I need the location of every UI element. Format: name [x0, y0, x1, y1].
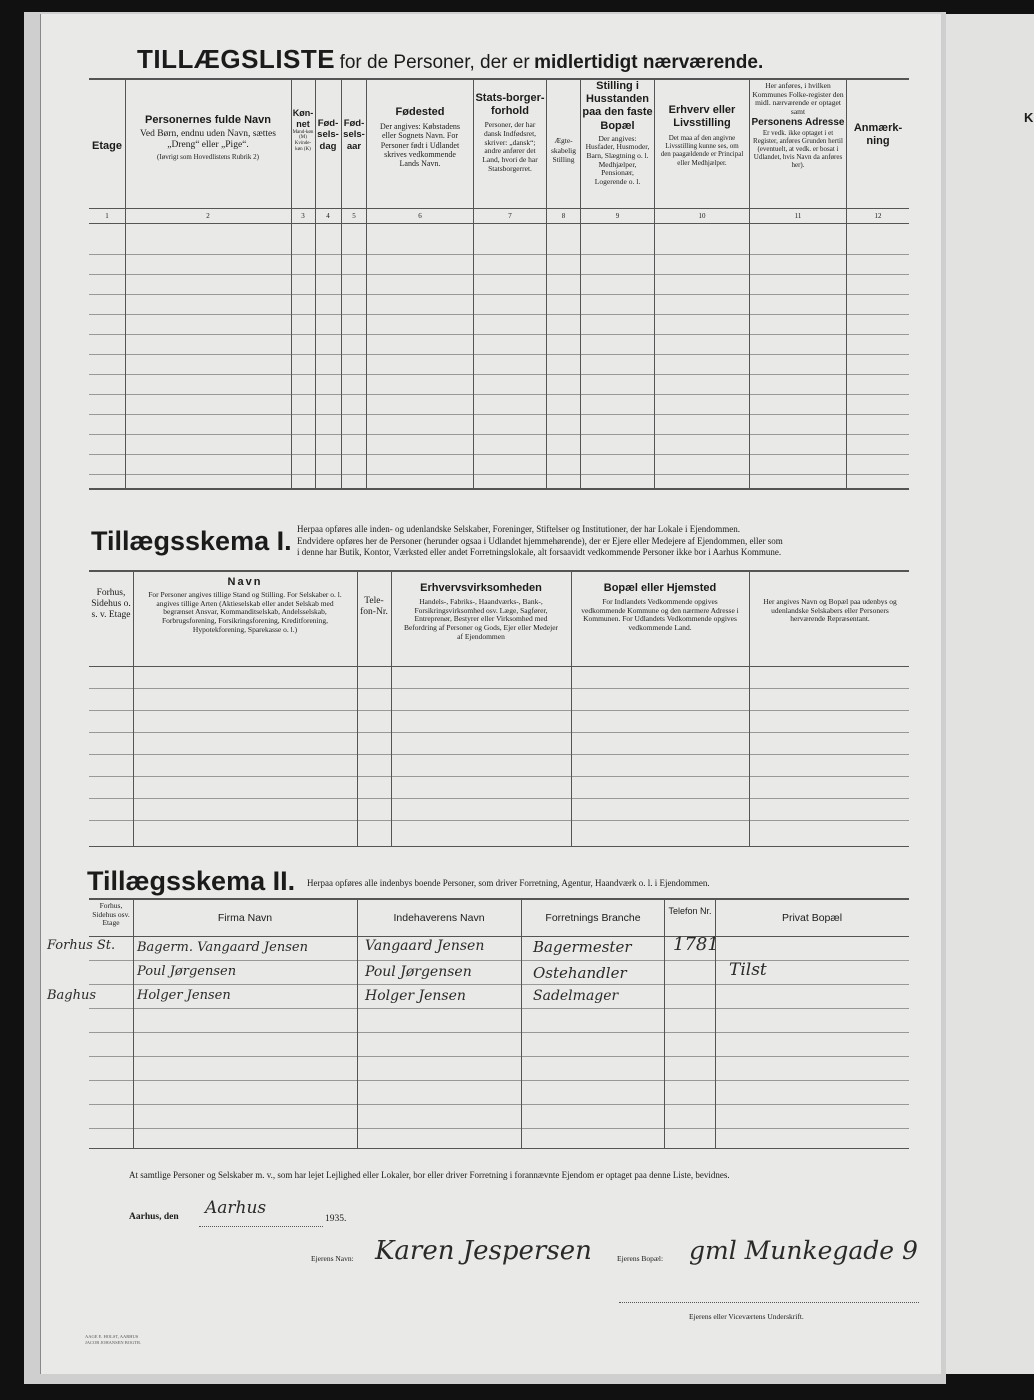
row-etage: Baghus [47, 988, 97, 1003]
row-firma: Poul Jørgensen [137, 964, 237, 979]
s2-col-branche-header: Forretnings Branche [545, 912, 641, 924]
col-etage-header: Etage [92, 140, 122, 152]
col-num: 2 [206, 212, 210, 220]
owner-name-signature: Karen Jespersen [375, 1236, 592, 1266]
col-num: 12 [874, 212, 882, 220]
adjacent-page [946, 14, 1034, 1374]
skema2-table [47, 898, 909, 1148]
col-num: 4 [326, 212, 330, 220]
owner-address-handwritten: gml Munkegade 9 [689, 1236, 918, 1265]
s1-col-telefon-header: Tele-fon-Nr. [360, 596, 388, 617]
owner-line [311, 1236, 921, 1276]
row-indehaver: Holger Jensen [365, 988, 466, 1004]
tillaegsliste-title [137, 44, 917, 75]
col-foedselsaar-header: Fød-sels-aar [343, 118, 365, 152]
row-bopael: Tilst [729, 960, 767, 980]
census-form-page [40, 14, 941, 1374]
col-num: 5 [352, 212, 356, 220]
col-num: 10 [698, 212, 706, 220]
s1-col-navn-header: Navn For Personer angives tillige Stand og Stilling. For Selskaber o. l. angives tillige Arten (Aktieselskab eller andet Selskab med begrænset Ansvar, Kommanditselskab, Andelsselskab, Forbrugsforening, Forsikringsforening, Kreditforening, Hypotekforening, Sparekasse o. l.) [148, 576, 342, 634]
col-num: 11 [794, 212, 802, 220]
col-num: 6 [418, 212, 422, 220]
skema1-title: Tillægsskema I. [91, 526, 292, 556]
row-etage: Forhus St. [47, 938, 116, 953]
s1-col-bopael-header: Bopæl eller Hjemsted For Indlandets Vedkommende opgives vedkommende Kommune og den nærmere Adresse i Kommunen. For Udlandets Vedkommende opgives vedkommende Land. [581, 582, 739, 633]
row-firma: Bagerm. Vangaard Jensen [137, 940, 308, 955]
title-bold: TILLÆGSLISTE [137, 44, 336, 74]
date-handwritten: Aarhus [205, 1198, 267, 1218]
declaration-text: At samtlige Personer og Selskaber m. v., som har lejet Lejlighed eller Lokaler, bor eller driver Forretning i forannævnte Ejendom er optaget paa denne Liste, bevidnes. [129, 1170, 730, 1180]
s2-col-firma-header: Firma Navn [217, 912, 273, 924]
title-mid: for de Personer, der er [339, 52, 530, 73]
col-num: 3 [301, 212, 305, 220]
signature-label: Ejerens eller Viceværtens Underskrift. [689, 1312, 804, 1321]
row-branche: Ostehandler [533, 964, 627, 982]
year: 1935. [325, 1214, 347, 1224]
intro-line: Herpaa opføres alle inden- og udenlandske Selskaber, Foreninger, Stiftelser og Institutioner, der har Lokale i Ejendommen. [297, 524, 741, 534]
s2-col-etage-header: Forhus, Sidehus osv. Etage [92, 901, 130, 928]
col-stilling-header: Stilling i Husstanden paa den faste Bopæl Der angives: Husfader, Husmoder, Barn, Slægtning o. l. Medhjælper, Pensionær, Logerende o. l. [582, 80, 653, 186]
col-anmaerkning-header: Anmærk-ning [853, 122, 903, 148]
row-telefon: 1781 [673, 934, 719, 955]
owner-name-label: Ejerens Navn: [311, 1254, 354, 1263]
intro-line: Endvidere opføres her de Personer (herunder ogsaa i Udlandet hjemmehørende), der er Ejere eller Medejere af Ejendommen, eller som [297, 535, 783, 546]
adjacent-page-fragment: K [1024, 110, 1034, 125]
col-aegteskab-header: Ægte-skabelig Stilling [551, 136, 576, 165]
col-foedselsdag-header: Fød-sels-dag [317, 118, 339, 152]
skema2-title: Tillægsskema II. [87, 866, 296, 896]
date-line [129, 1200, 529, 1230]
col-num: 1 [105, 212, 109, 220]
skema2-intro: Herpaa opføres alle indenbys boende Personer, som driver Forretning, Agentur, Haandværk o. l. i Ejendommen. [307, 878, 710, 888]
col-koen-header: Køn-net Mand-køn (M) Kvinde-køn (K) [292, 108, 314, 152]
col-navn-header: Personernes fulde Navn Ved Børn, endnu uden Navn, sættes „Dreng“ eller „Pige“. (Iøvrigt som Hovedlistens Rubrik 2) [140, 114, 276, 162]
row-indehaver: Vangaard Jensen [365, 938, 485, 954]
s1-col-repraesentant-header: Her angives Navn og Bopæl paa udenbys og udenlandske Selskabers eller Personers herværende Repræsentant. [763, 597, 897, 624]
col-erhverv-header: Erhverv eller Livsstilling Det maa af den angivne Livsstilling kunne ses, om den paagældende er Principal eller Medhjælper. [660, 104, 744, 167]
s2-col-bopael-header: Privat Bopæl [781, 912, 843, 924]
col-num: 7 [508, 212, 512, 220]
row-indehaver: Poul Jørgensen [365, 964, 472, 980]
row-branche: Sadelmager [533, 988, 619, 1004]
skema1-table [89, 570, 909, 846]
owner-address-label: Ejerens Bopæl: [617, 1254, 664, 1263]
tillaegsliste-table [89, 78, 909, 488]
col-statsborger-header: Stats-borger-forhold Personer, der har dansk Indfødsret, skriver: „dansk“; andre anfører det Land, hvori de har Statsborgerret. [475, 92, 545, 173]
title-end: midlertidigt nærværende. [534, 52, 764, 73]
row-branche: Bagermester [533, 938, 632, 956]
s1-col-etage-header: Forhus, Sidehus o. s. v. Etage [91, 588, 131, 620]
s2-col-telefon-header: Telefon Nr. [668, 906, 712, 916]
s1-col-erhverv-header: Erhvervsvirksomheden Handels-, Fabriks-, Haandværks-, Bank-, Forsikringsvirksomhed osv. Læge, Sagfører, Entreprenør, Bestyrer eller Virksomhed med Befordring af Personer og Gods, Ejer eller Medejer af Ejendommen [403, 582, 559, 641]
intro-line: i denne har Butik, Kontor, Værksted eller andet Forretningslokale, alt forsaavidt vedkommende Personer ikke bor i Aarhus Kommune. [297, 547, 782, 558]
place-prefix: Aarhus, den [129, 1212, 179, 1222]
col-adresse-header: Her anføres, i hvilken Kommunes Folke-register den midl. nærværende er optaget samt Personens Adresse Er vedk. ikke optaget i et Register, anføres Grunden hertil (eventuelt, at vedk. er bosat i Udlandet, hvis Navn da anføres her). [751, 81, 845, 169]
col-num: 8 [561, 212, 566, 220]
row-firma: Holger Jensen [137, 988, 231, 1003]
s2-col-indehaver-header: Indehaverens Navn [393, 912, 485, 924]
col-foedested-header: Fødested Der angives: Købstadens eller Sognets Navn. For Personer født i Udlandet skrives vedkommende Lands Navn. [380, 106, 460, 168]
skema1-intro [297, 524, 917, 559]
printer-mark: AAGE E. HOLST, AARHUS JACOB JOHANSEN BOGTR. [85, 1334, 142, 1345]
col-num: 9 [615, 212, 620, 220]
